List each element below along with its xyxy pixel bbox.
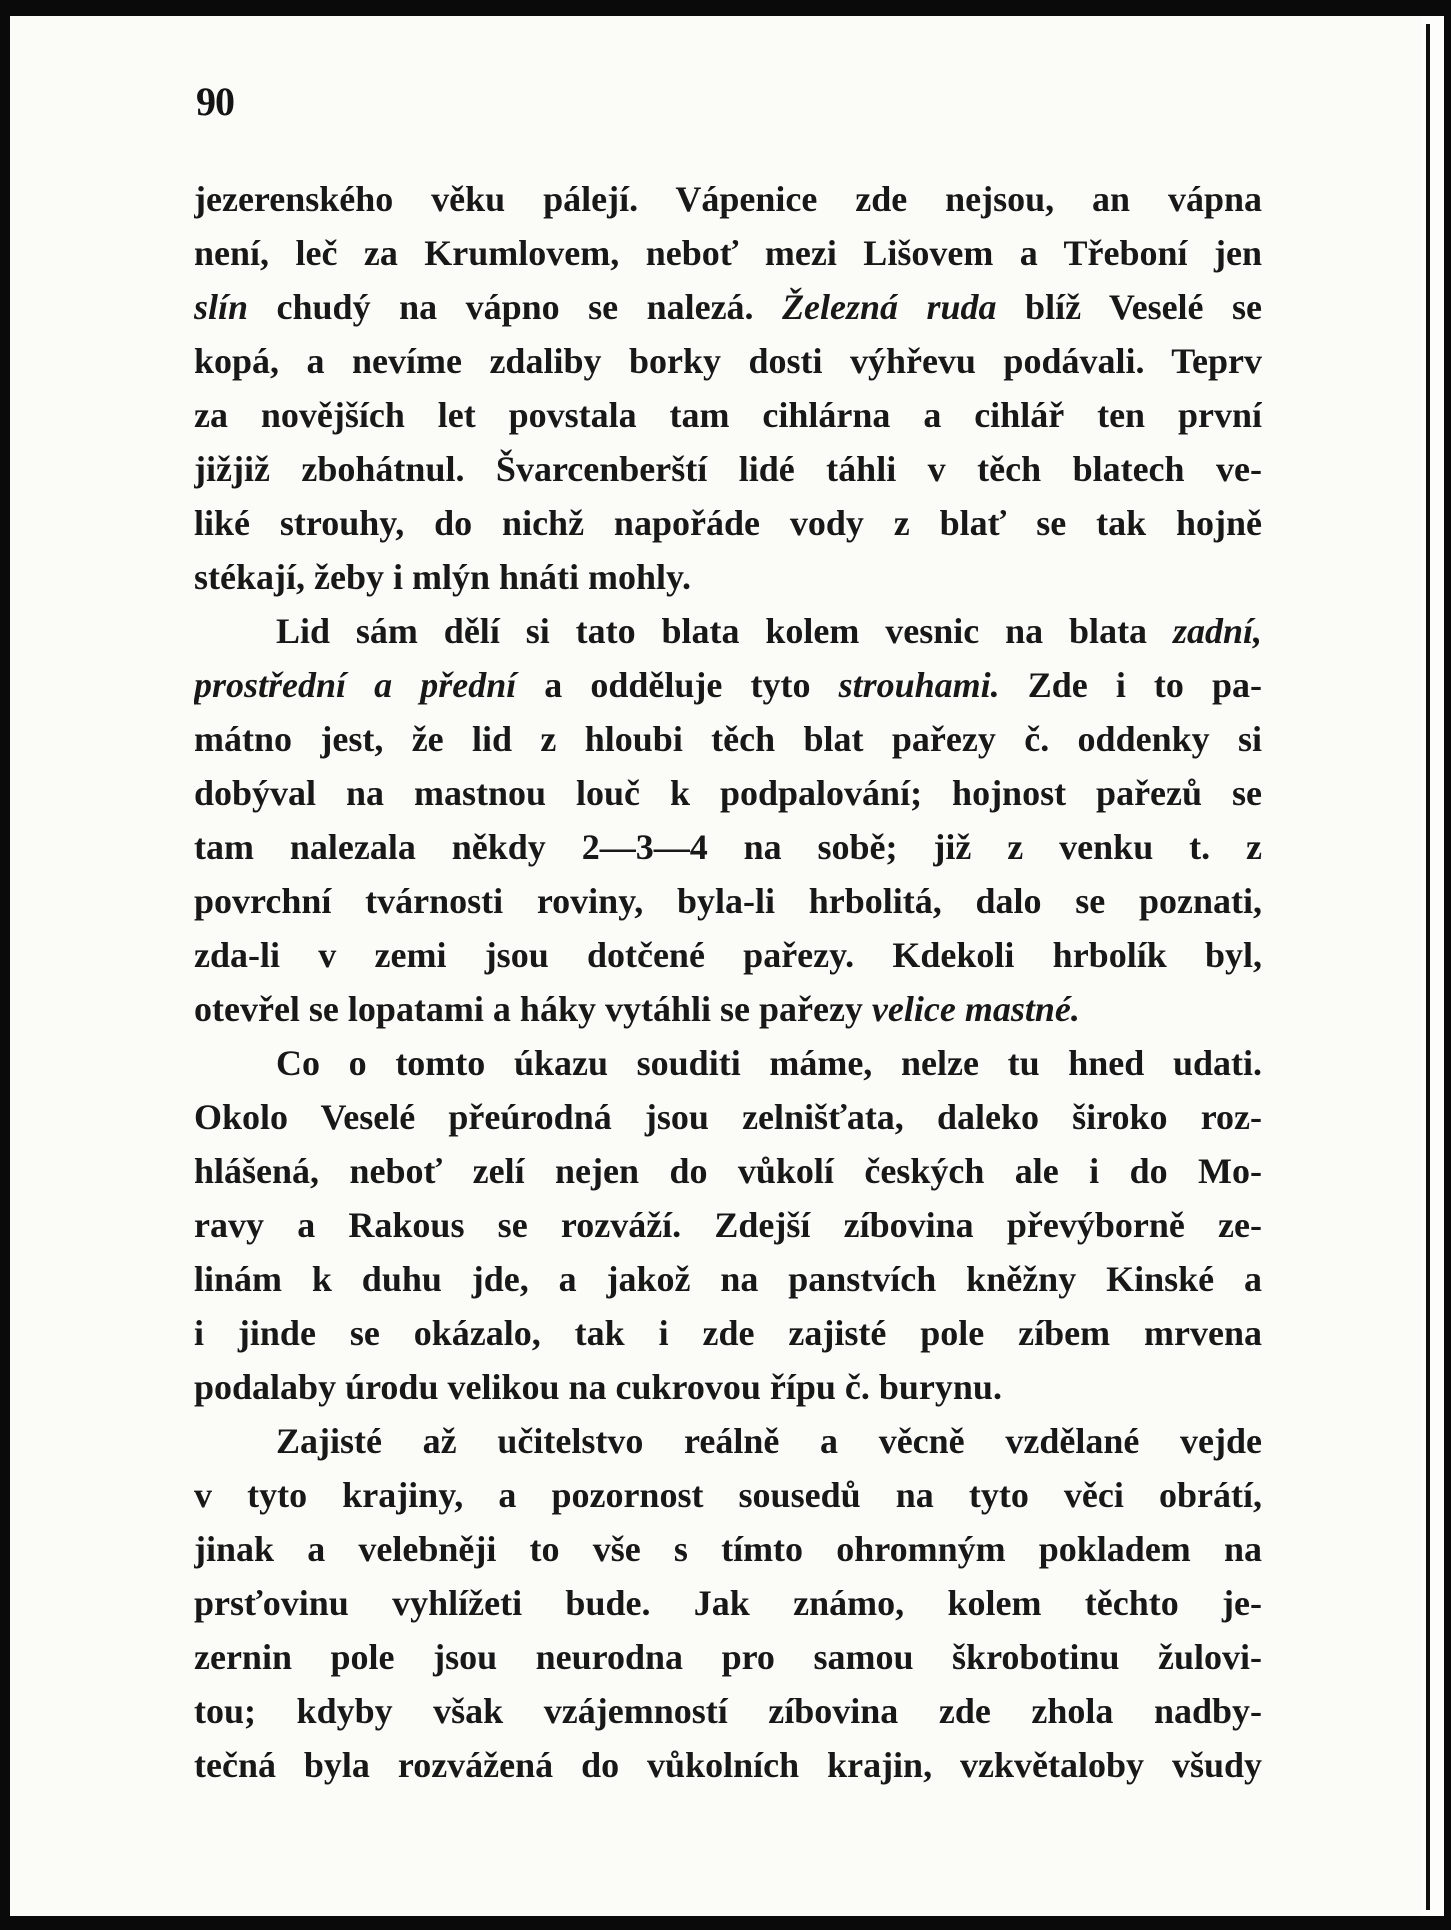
text-run: i jinde se okázalo, tak i zde zajisté pole zíbem mrvena (194, 1313, 1262, 1353)
text-run: Lid sám dělí si tato blata kolem vesnic na blata (276, 611, 1173, 651)
emphasized-text: slín (194, 287, 249, 327)
text-run: stékají, žeby i mlýn hnáti mohly. (194, 557, 692, 597)
text-line (194, 1576, 1262, 1630)
text-run: blíž Veselé se (996, 287, 1262, 327)
text-line (194, 1468, 1262, 1522)
text-line (194, 388, 1262, 442)
text-run: Co o tomto úkazu souditi máme, nelze tu hned udati. (276, 1043, 1262, 1083)
text-run: tam nalezala někdy 2—3—4 na sobě; již z venku t. z (194, 827, 1262, 867)
text-line (194, 280, 1262, 334)
text-line (194, 766, 1262, 820)
body-text (194, 172, 1262, 1792)
emphasized-text: prostřední a přední (194, 665, 517, 705)
text-line (194, 1360, 1262, 1414)
text-run: jezerenského věku pálejí. Vápenice zde nejsou, an vápna (194, 179, 1262, 219)
text-run: zda-li v zemi jsou dotčené pařezy. Kdekoli hrbolík byl, (194, 935, 1262, 975)
text-line (194, 1144, 1262, 1198)
text-run: prsťovinu vyhlížeti bude. Jak známo, kolem těchto je- (194, 1583, 1262, 1623)
emphasized-text: zadní, (1172, 611, 1262, 651)
text-run: kopá, a nevíme zdaliby borky dosti výhřevu podávali. Teprv (194, 341, 1262, 381)
text-run: jižjiž zbohátnul. Švarcenberští lidé táhli v těch blatech ve- (194, 449, 1262, 489)
text-run: podalaby úrodu velikou na cukrovou řípu č. burynu. (194, 1367, 1002, 1407)
text-run: otevřel se lopatami a háky vytáhli se pařezy (194, 989, 872, 1029)
text-run: není, leč za Krumlovem, neboť mezi Lišovem a Třeboní jen (194, 233, 1262, 273)
text-run: v tyto krajiny, a pozornost sousedů na tyto věci obrátí, (194, 1475, 1262, 1515)
text-line (194, 658, 1262, 712)
text-run: tečná byla rozvážená do vůkolních krajin, vzkvětaloby všudy (194, 1745, 1262, 1785)
page-number: 90 (196, 79, 234, 124)
text-run: linám k duhu jde, a jakož na panstvích kněžny Kinské a (194, 1259, 1262, 1299)
text-line (194, 1252, 1262, 1306)
text-line (194, 874, 1262, 928)
text-line (194, 1306, 1262, 1360)
text-run: ravy a Rakous se rozváží. Zdejší zíbovina převýborně ze- (194, 1205, 1262, 1245)
text-run: dobýval na mastnou louč k podpalování; hojnost pařezů se (194, 773, 1262, 813)
text-run: tou; kdyby však vzájemností zíbovina zde zhola nadby- (194, 1691, 1262, 1731)
text-run: povrchní tvárnosti roviny, byla-li hrbolitá, dalo se poznati, (194, 881, 1262, 921)
emphasized-text: Železná ruda (782, 287, 997, 327)
emphasized-text: velice mastné. (871, 989, 1080, 1029)
emphasized-text: strouhami. (838, 665, 1000, 705)
text-line (194, 1630, 1262, 1684)
binding-edge-rule (1426, 24, 1430, 1910)
text-run: Okolo Veselé přeúrodná jsou zelnišťata, daleko široko roz- (194, 1097, 1262, 1137)
text-run: chudý na vápno se nalezá. (248, 287, 783, 327)
text-line (194, 820, 1262, 874)
text-line (194, 982, 1262, 1036)
text-run: mátno jest, že lid z hloubi těch blat pařezy č. oddenky si (194, 719, 1262, 759)
text-line (194, 172, 1262, 226)
text-run: za novějších let povstala tam cihlárna a cihlář ten první (194, 395, 1262, 435)
text-line (194, 1684, 1262, 1738)
text-line (194, 712, 1262, 766)
text-line (194, 550, 1262, 604)
text-line (194, 334, 1262, 388)
text-run: zernin pole jsou neurodna pro samou škrobotinu žulovi- (194, 1637, 1262, 1677)
text-run: a odděluje tyto (516, 665, 839, 705)
text-line (194, 496, 1262, 550)
text-line (194, 442, 1262, 496)
text-line (194, 1738, 1262, 1792)
text-line (194, 226, 1262, 280)
text-run: Zde i to pa- (999, 665, 1262, 705)
text-run: hlášená, neboť zelí nejen do vůkolí českých ale i do Mo- (194, 1151, 1262, 1191)
text-line (194, 604, 1262, 658)
text-line (194, 1414, 1262, 1468)
text-line (194, 1198, 1262, 1252)
text-line (194, 1036, 1262, 1090)
text-line (194, 1090, 1262, 1144)
text-line (194, 928, 1262, 982)
text-run: liké strouhy, do nichž napořáde vody z blať se tak hojně (194, 503, 1262, 543)
text-line (194, 1522, 1262, 1576)
text-run: jinak a velebněji to vše s tímto ohromným pokladem na (194, 1529, 1262, 1569)
text-run: Zajisté až učitelstvo reálně a věcně vzdělané vejde (276, 1421, 1262, 1461)
